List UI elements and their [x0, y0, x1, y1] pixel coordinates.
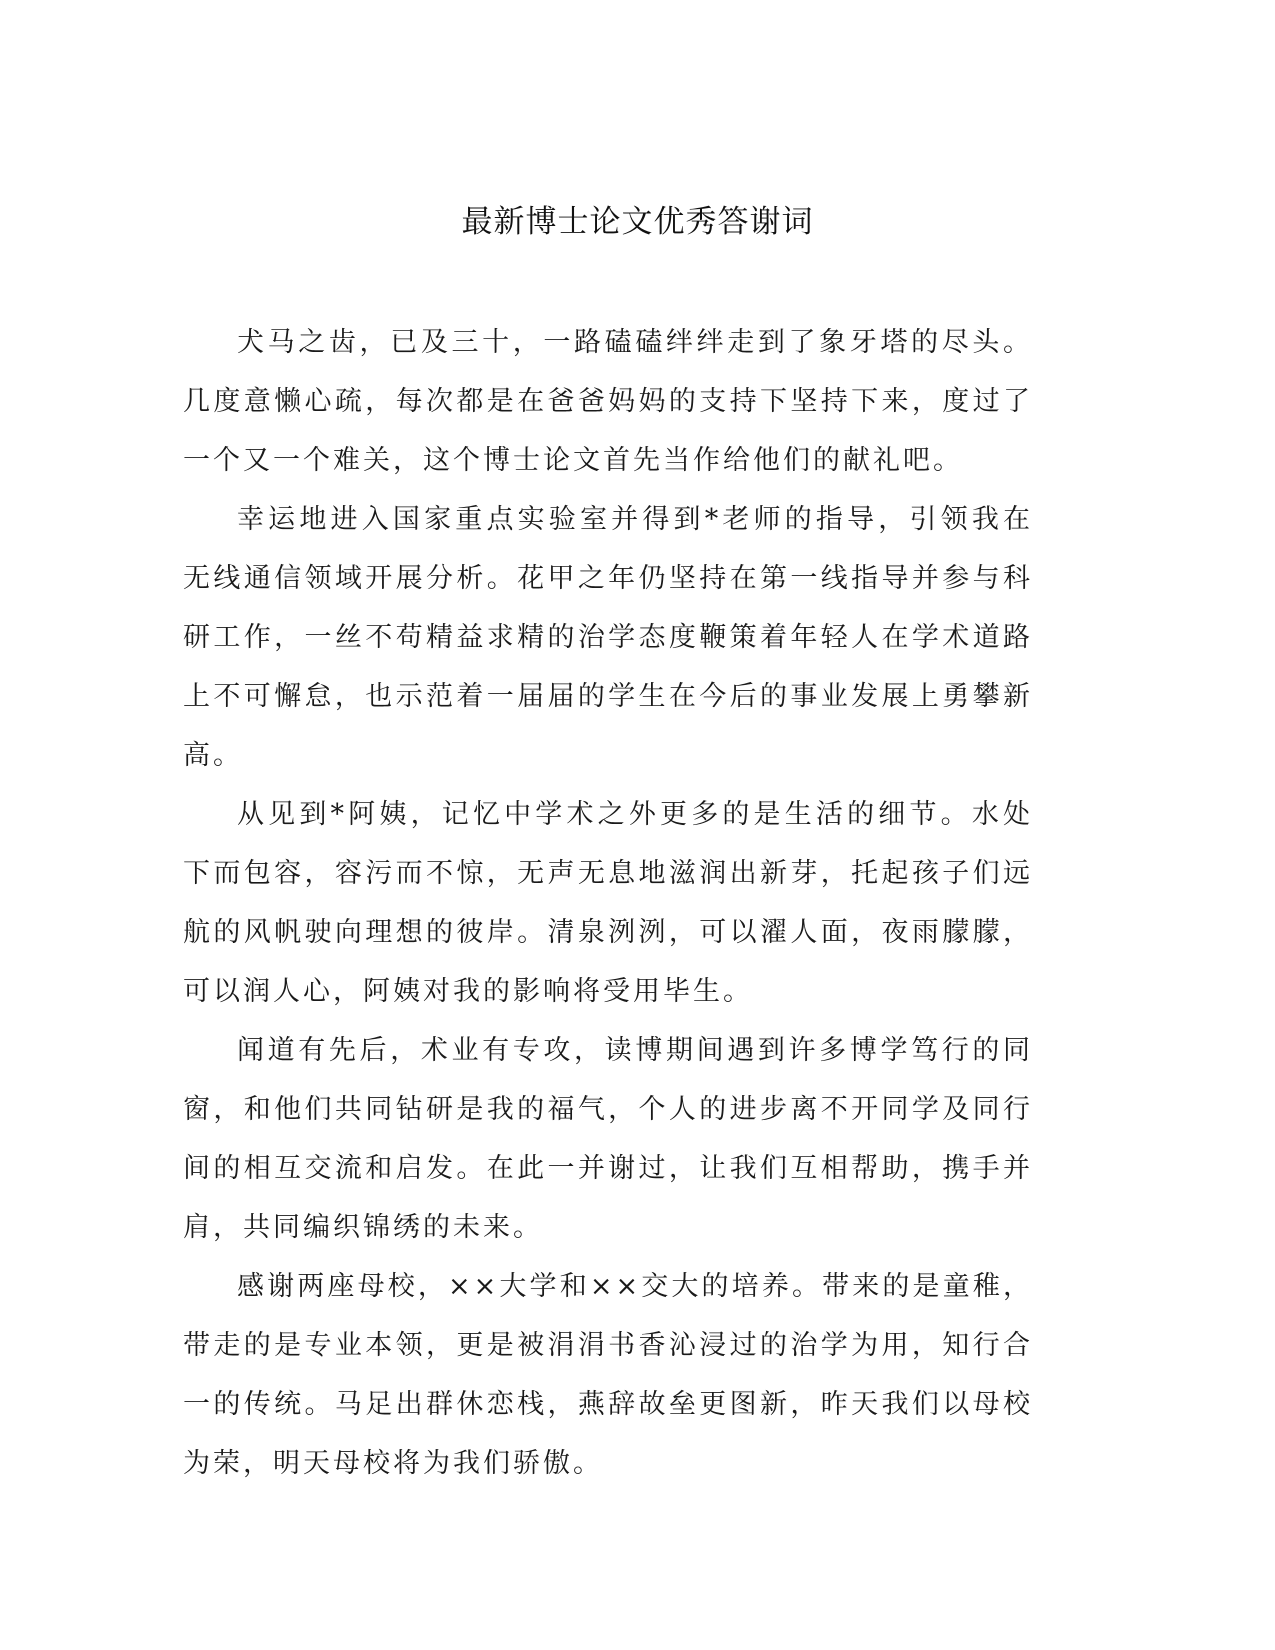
paragraph: 从见到*阿姨，记忆中学术之外更多的是生活的细节。水处下而包容，容污而不惊，无声无息地滋润出新芽，托起孩子们远航的风帆驶向理想的彼岸。清泉洌洌，可以濯人面，夜雨朦朦，可以润人心，阿姨对我的影响将受用毕生。 [183, 799, 1033, 1007]
document-body [183, 313, 1033, 1493]
paragraph: 感谢两座母校，××大学和××交大的培养。带来的是童稚，带走的是专业本领，更是被涓涓书香沁浸过的治学为用，知行合一的传统。马足出群休恋栈，燕辞故垒更图新，昨天我们以母校为荣，明天母校将为我们骄傲。 [183, 1271, 1033, 1479]
document-title: 最新博士论文优秀答谢词 [461, 204, 814, 240]
paragraph: 犬马之齿，已及三十，一路磕磕绊绊走到了象牙塔的尽头。几度意懒心疏，每次都是在爸爸妈妈的支持下坚持下来，度过了一个又一个难关，这个博士论文首先当作给他们的献礼吧。 [183, 327, 1033, 476]
paragraph: 闻道有先后，术业有专攻，读博期间遇到许多博学笃行的同窗，和他们共同钻研是我的福气，个人的进步离不开同学及同行间的相互交流和启发。在此一并谢过，让我们互相帮助，携手并肩，共同编织锦绣的未来。 [183, 1035, 1033, 1243]
paragraph: 幸运地进入国家重点实验室并得到*老师的指导，引领我在无线通信领域开展分析。花甲之年仍坚持在第一线指导并参与科研工作，一丝不苟精益求精的治学态度鞭策着年轻人在学术道路上不可懈怠，也示范着一届届的学生在今后的事业发展上勇攀新高。 [183, 504, 1033, 771]
